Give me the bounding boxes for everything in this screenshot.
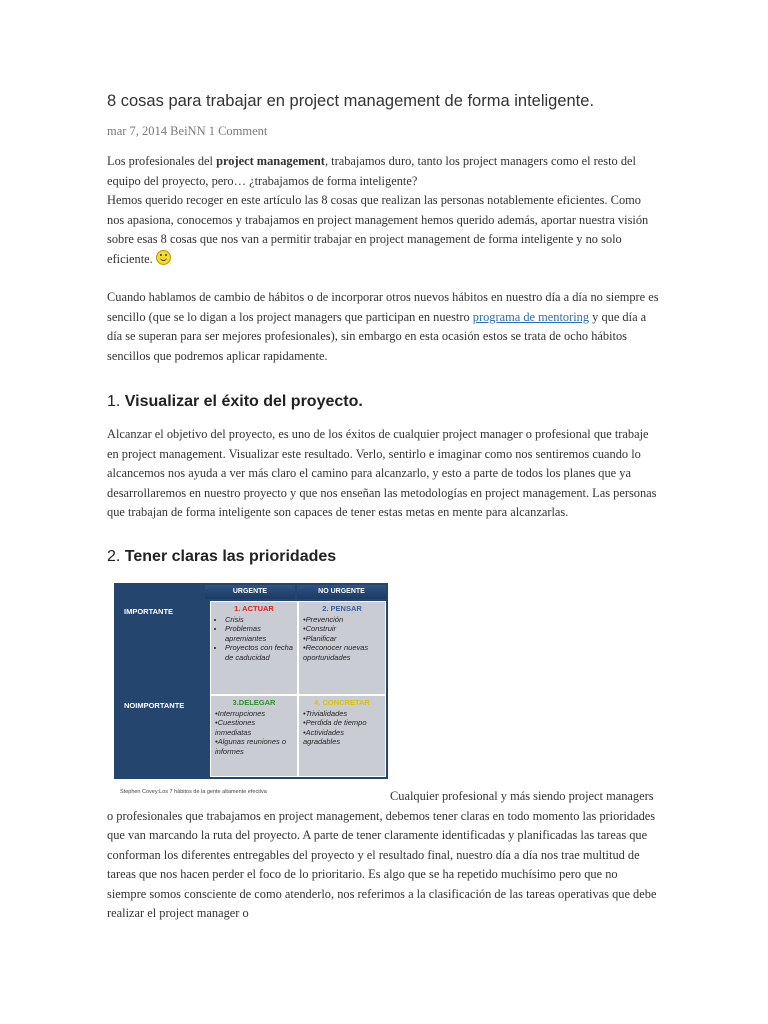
intro-text-3: Hemos querido recoger en este artículo las 8 cosas que realizan las personas notablemente eficientes. Como nos apasiona, conocemos y trabajamos en project management hemos querido además, aportar nuestra visión sobre esas 8 cosas que nos van a permitir trabajar en project management de forma inteligente y no solo eficiente. [107, 193, 649, 266]
q4-item: •Actividades agradables [303, 727, 344, 746]
q2-item: •Reconocer nuevas oportunidades [303, 643, 369, 662]
q3-item: •Cuestiones inmediatas [215, 718, 256, 737]
section-1-heading [107, 393, 363, 411]
matrix-q4 [298, 695, 386, 777]
q1-item: • Proyectos con fecha de caducidad [225, 643, 293, 662]
matrix-q3 [210, 695, 298, 777]
intro-text-2: , trabajamos duro, tanto los project managers como el resto del equipo del proyecto, pero… ¿trabajamos de forma inteligente? [107, 154, 636, 188]
section-1-body: Alcanzar el objetivo del proyecto, es uno de los éxitos de cualquier project manager o profesional que trabaje en project management. Visualizar este resultado. Verlo, sentirlo e imaginar como nos sentiremos cuando lo alcancemos nos ayuda a ver más claro el camino para alcanzarlo, y esto a parte de todos los planes que ya desarrollaremos en nuestro proyecto y que nos enseñan las metodologías en project management. Las personas que trabajan de forma inteligente son capaces de tener estas metas en mente para alcanzarlas. [107, 427, 657, 519]
q4-title: 4. CONCRETAR [314, 698, 370, 707]
q4-item: •Trivialidades [303, 708, 348, 718]
q2-item: •Prevención [303, 614, 344, 624]
paragraph-habits [107, 288, 659, 366]
section-1-number: 1. [107, 393, 125, 410]
smiley-icon [156, 250, 171, 265]
q4-item: •Perdida de tiempo [303, 718, 367, 727]
intro-text-1: Los profesionales del [107, 154, 217, 168]
q2-title: 2. PENSAR [322, 604, 362, 613]
matrix-q2 [298, 601, 386, 695]
matrix-row-important: IMPORTANTE [124, 607, 174, 616]
q2-item: •Planificar [303, 633, 337, 643]
q2-item: •Construir [303, 624, 337, 633]
matrix-caption: Stephen Covey:Los 7 hábitos de la gente altamente efectiva [120, 789, 267, 795]
article-meta: mar 7, 2014 BeiNN 1 Comment [107, 124, 268, 138]
q3-title: 3.DELEGAR [232, 698, 276, 707]
q3-item: •Interrupciones [215, 708, 266, 718]
mentoring-link[interactable]: programa de mentoring [472, 309, 590, 324]
matrix-row-not-important: NOIMPORTANTE [124, 701, 185, 710]
q1-item: • Crisis [225, 615, 293, 625]
q1-list [215, 615, 293, 663]
intro-paragraph [107, 152, 659, 269]
q1-title: 1. ACTUAR [234, 604, 274, 613]
matrix-q1 [210, 601, 298, 695]
habits-text-1: Cuando hablamos de cambio de hábitos o de incorporar otros nuevos hábitos en nuestro día a día no siempre es sencillo (que se lo digan a los project managers que participan en nuestro [107, 290, 659, 324]
q1-item: • Problemas apremiantes [225, 624, 293, 643]
section-2-number: 2. [107, 548, 125, 565]
matrix-col-urgent: URGENTE [205, 585, 295, 599]
intro-bold: project management [216, 154, 325, 168]
article-title: 8 cosas para trabajar en project management de forma inteligente. [107, 92, 595, 110]
section-1-title: Visualizar el éxito del proyecto. [124, 393, 363, 410]
habits-text-2: y que día a día se superan para ser mejores profesionales), sin embargo en esta ocasión estos se trata de ocho hábitos sencillos que podremos aplicar rapidamente. [107, 309, 647, 363]
q3-item: •Algunas reuniones o informes [215, 737, 287, 756]
section-2-heading [107, 548, 336, 566]
priority-matrix-image [114, 583, 388, 779]
section-2-title: Tener claras las prioridades [124, 548, 337, 565]
section-2-body: Cualquier profesional y más siendo project managers o profesionales que trabajamos en project management, debemos tener claras en todo momento las prioridades que van marcando la ruta del proyecto. A parte de tener claramente identificadas y planificadas las tareas que conforman los diferentes entregables del proyecto y el resultado final, nuestro día a día nos trae multitud de tareas que nos hacen perder el foco de lo prioritario. Es algo que se ha repetido muchísimo pero que no siempre somos consciente de como atenderlo, nos referimos a la clasificación de las tareas operativas que debe realizar el project manager o [107, 789, 657, 920]
matrix-col-not-urgent: NO URGENTE [297, 585, 386, 599]
